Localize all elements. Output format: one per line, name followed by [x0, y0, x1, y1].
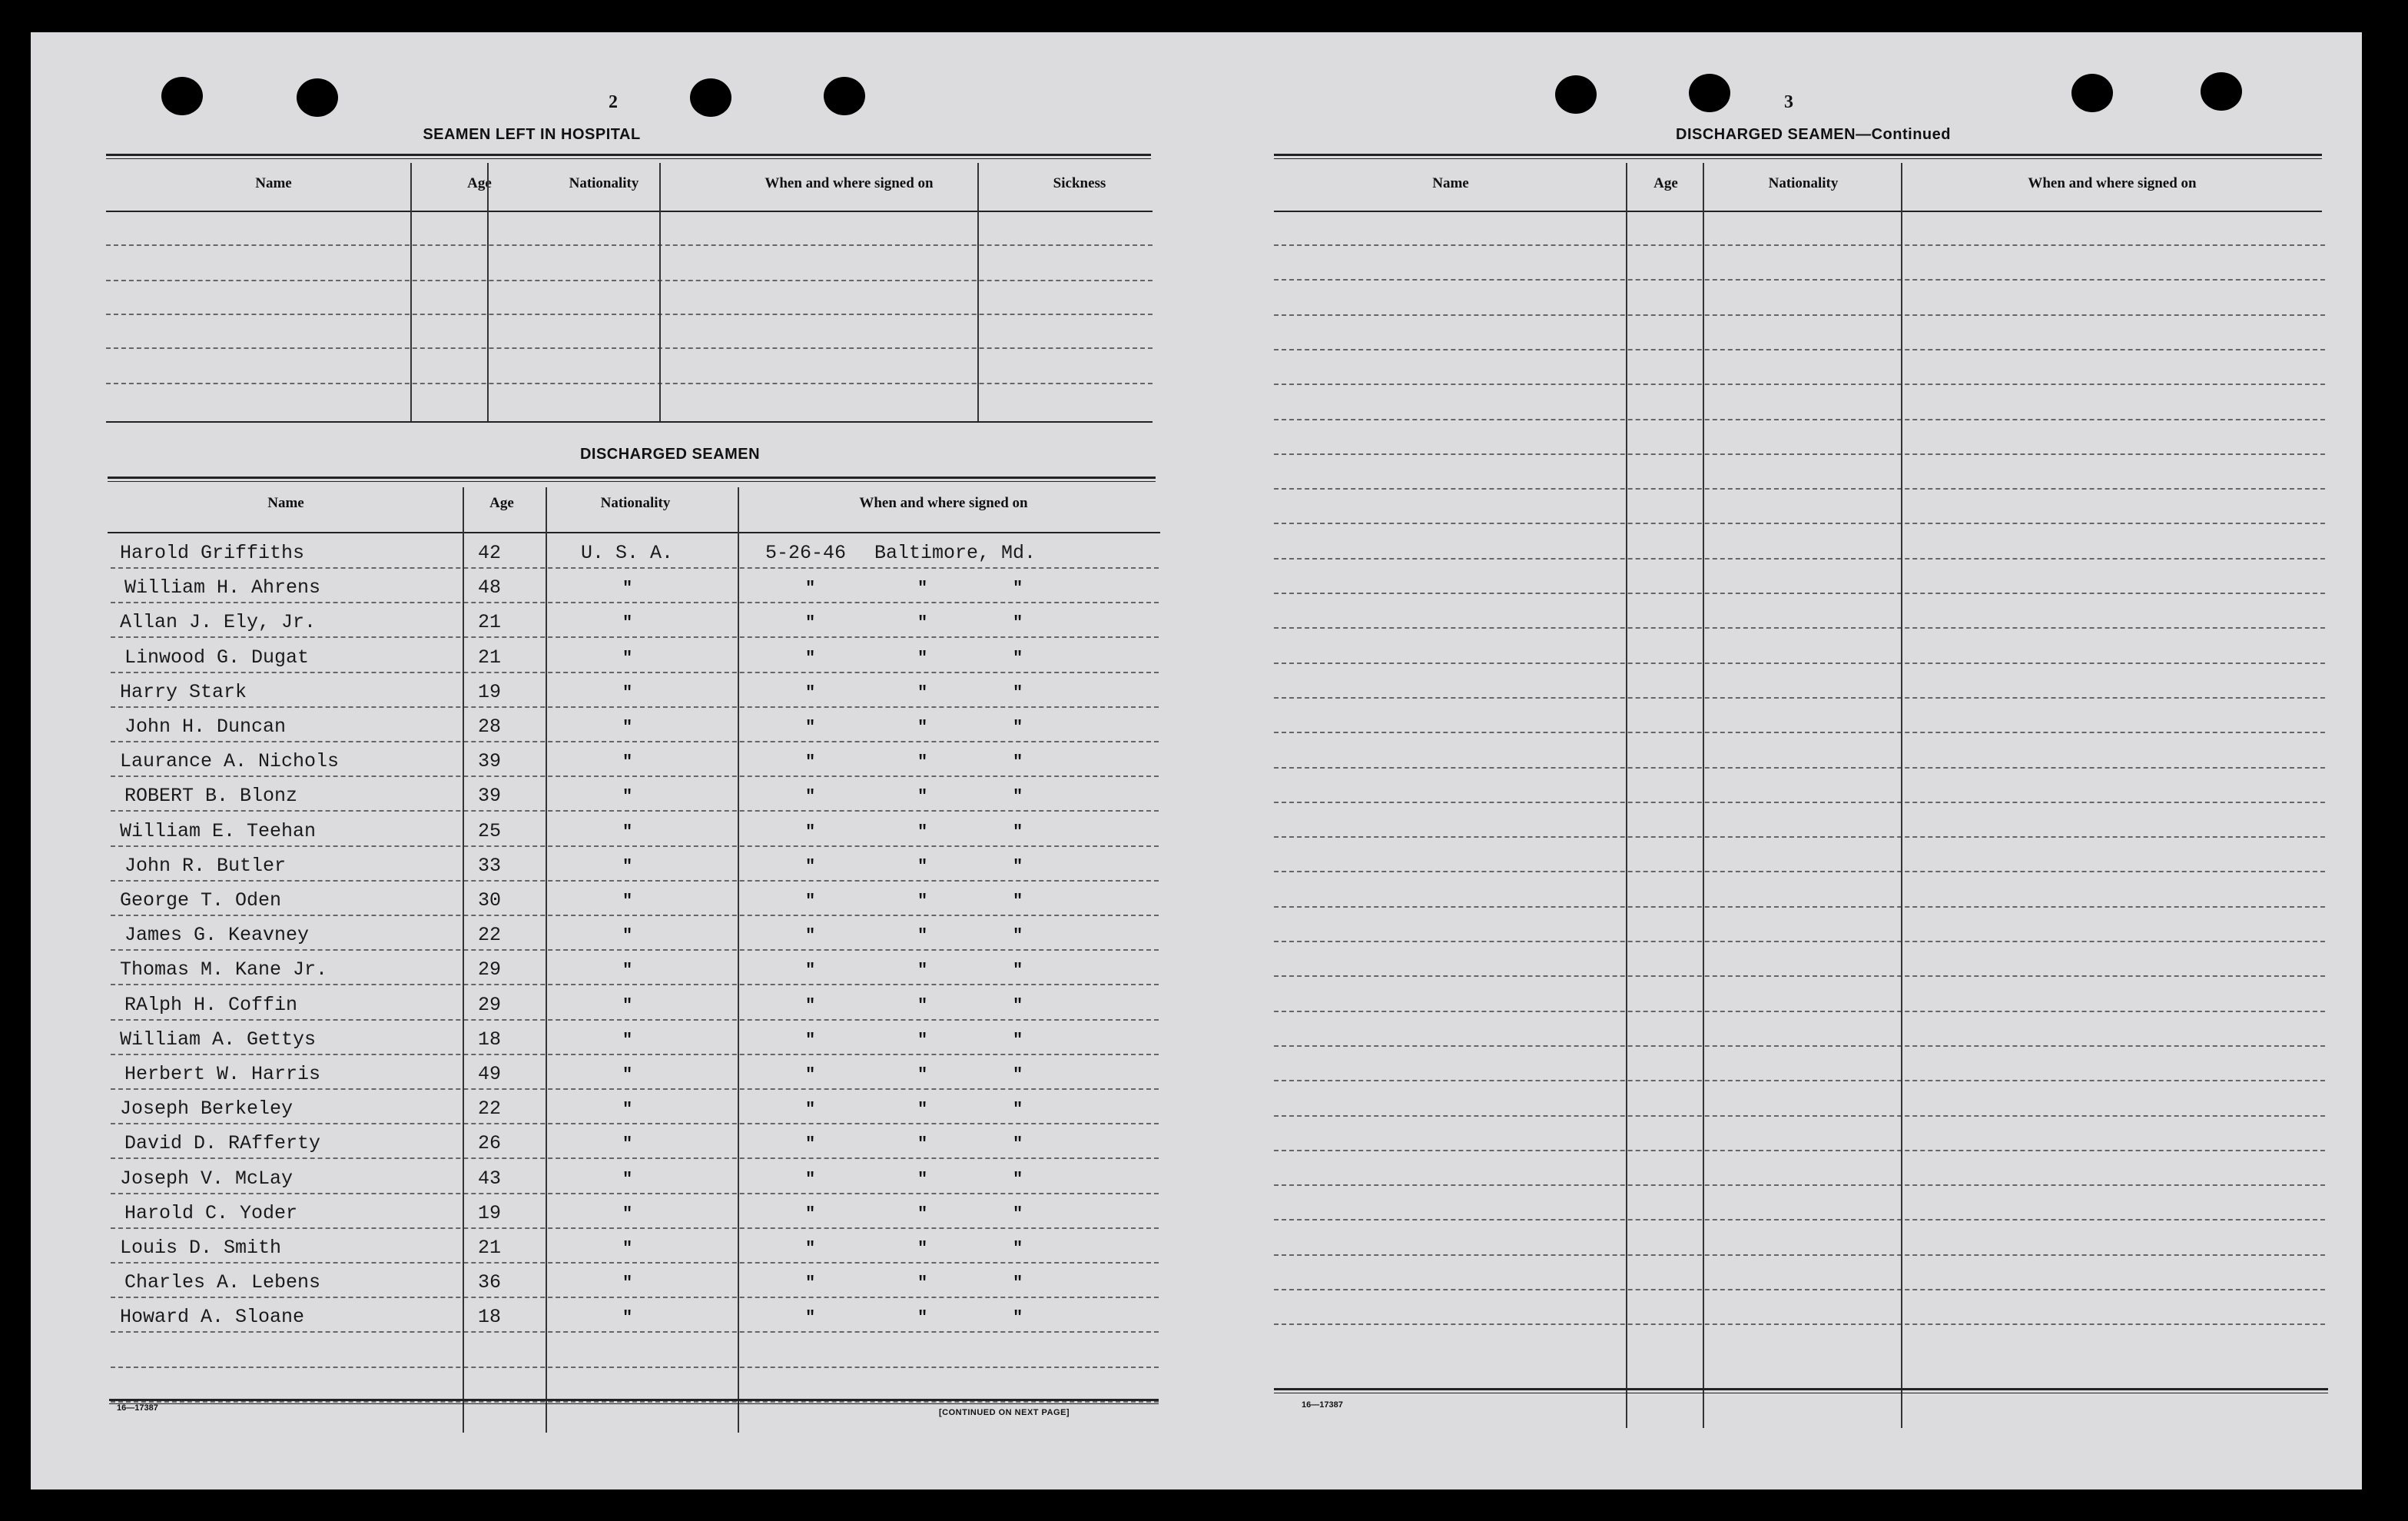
- seaman-age: 30: [478, 889, 502, 912]
- page-number-left: 2: [609, 92, 618, 112]
- seaman-nationality: ": [622, 1134, 633, 1154]
- row-line: [111, 880, 1159, 882]
- seaman-nationality: ": [622, 613, 633, 633]
- row-line: [111, 1019, 1159, 1021]
- row-line: [111, 1054, 1159, 1055]
- signed-on-place: ": [917, 1274, 928, 1294]
- seaman-age: 49: [478, 1063, 502, 1085]
- row-line: [111, 706, 1159, 708]
- seaman-age: 18: [478, 1028, 502, 1051]
- seaman-nationality: ": [622, 579, 633, 599]
- right-row-line: [1274, 523, 2325, 524]
- document-page: [31, 32, 2362, 1489]
- right-row-line: [1274, 1080, 2325, 1081]
- seaman-name: John H. Duncan: [124, 716, 287, 738]
- signed-on-state: ": [1013, 1065, 1023, 1084]
- signed-on-place: ": [917, 1169, 928, 1189]
- punch-hole: [1689, 74, 1730, 112]
- seaman-name: Harry Stark: [120, 680, 247, 703]
- signed-on-place: ": [917, 1134, 928, 1154]
- signed-on-state: ": [1013, 1169, 1023, 1189]
- seaman-name: Laurance A. Nichols: [120, 750, 340, 773]
- seaman-age: 28: [478, 716, 502, 738]
- seaman-name: William A. Gettys: [120, 1028, 317, 1051]
- seaman-nationality: ": [622, 648, 633, 668]
- seaman-age: 48: [478, 576, 502, 599]
- signed-on-place: ": [917, 1239, 928, 1258]
- seaman-nationality: ": [622, 1274, 633, 1294]
- right-row-line: [1274, 975, 2325, 977]
- seaman-age: 19: [478, 1201, 502, 1224]
- continued-note: [CONTINUED ON NEXT PAGE]: [939, 1408, 1070, 1417]
- right-row-line: [1274, 802, 2325, 803]
- signed-on-place: ": [917, 1204, 928, 1224]
- seaman-age: 36: [478, 1271, 502, 1294]
- right-top-rule: [1274, 154, 2322, 159]
- punch-hole: [690, 78, 731, 117]
- row-line: [111, 1262, 1159, 1264]
- seaman-nationality: ": [622, 961, 633, 981]
- row-line: [111, 636, 1159, 638]
- seaman-nationality: ": [622, 1204, 633, 1224]
- signed-on-place: ": [917, 856, 928, 876]
- hospital-col-name: Name: [255, 175, 292, 191]
- seaman-age: 42: [478, 542, 502, 564]
- right-row-line: [1274, 419, 2325, 420]
- row-line: [111, 1331, 1159, 1333]
- signed-on-date: ": [805, 1169, 816, 1189]
- right-title-rest: —Continued: [1856, 126, 1951, 143]
- seaman-name: RAlph H. Coffin: [124, 993, 298, 1016]
- right-col-name: Name: [1432, 175, 1469, 191]
- signed-on-place: ": [917, 1030, 928, 1050]
- seaman-age: 43: [478, 1167, 502, 1190]
- seaman-name: James G. Keavney: [124, 924, 310, 947]
- seaman-name: David D. RAfferty: [124, 1132, 321, 1155]
- right-row-line: [1274, 1184, 2325, 1186]
- form-number-left: 16—17387: [117, 1403, 158, 1413]
- discharged-col-signed-on: When and where signed on: [859, 495, 1028, 511]
- hospital-top-rule: [106, 154, 1151, 159]
- discharged-top-rule: [108, 477, 1156, 482]
- discharged-col-divider: [738, 487, 739, 1433]
- signed-on-place: ": [917, 752, 928, 772]
- signed-on-date: ": [805, 787, 816, 807]
- row-line: [111, 1088, 1159, 1090]
- signed-on-state: ": [1013, 579, 1023, 599]
- row-line: [111, 845, 1159, 847]
- right-section-title: [891, 126, 2408, 144]
- punch-hole: [824, 77, 865, 115]
- seaman-nationality: ": [622, 718, 633, 737]
- signed-on-state: ": [1013, 1239, 1023, 1258]
- right-row-line: [1274, 663, 2325, 664]
- signed-on-place: ": [917, 995, 928, 1015]
- row-line: [111, 1123, 1159, 1124]
- seaman-nationality: ": [622, 892, 633, 911]
- seaman-age: 21: [478, 611, 502, 634]
- seaman-age: 33: [478, 854, 502, 877]
- row-line: [111, 1193, 1159, 1194]
- hospital-line: [106, 244, 1153, 246]
- right-col-signed-on: When and where signed on: [2028, 175, 2197, 191]
- signed-on-date: ": [805, 579, 816, 599]
- row-line: [111, 1367, 1159, 1368]
- signed-on-date: ": [805, 961, 816, 981]
- form-number-right: 16—17387: [1302, 1400, 1343, 1410]
- right-row-line: [1274, 384, 2325, 385]
- hospital-col-divider: [410, 163, 412, 421]
- hospital-line: [106, 280, 1153, 281]
- discharged-bottom-rule: [109, 1399, 1159, 1404]
- signed-on-state: ": [1013, 613, 1023, 633]
- signed-on-date: ": [805, 1204, 816, 1224]
- signed-on-state: ": [1013, 1274, 1023, 1294]
- signed-on-date: ": [805, 1239, 816, 1258]
- seaman-name: Charles A. Lebens: [124, 1271, 321, 1294]
- seaman-name: Thomas M. Kane Jr.: [120, 958, 328, 981]
- seaman-nationality: ": [622, 1308, 633, 1328]
- signed-on-date: ": [805, 926, 816, 946]
- row-line: [111, 567, 1159, 569]
- row-line: [111, 1157, 1159, 1159]
- signed-on-date: ": [805, 648, 816, 668]
- seaman-nationality: ": [622, 787, 633, 807]
- right-row-line: [1274, 488, 2325, 490]
- right-row-line: [1274, 836, 2325, 838]
- right-row-line: [1274, 1150, 2325, 1151]
- right-row-line: [1274, 767, 2325, 769]
- signed-on-date: ": [805, 1134, 816, 1154]
- seaman-nationality: ": [622, 926, 633, 946]
- hospital-col-divider: [659, 163, 661, 421]
- right-col-age: Age: [1653, 175, 1678, 191]
- seaman-nationality: ": [622, 752, 633, 772]
- signed-on-date: ": [805, 613, 816, 633]
- hospital-line: [106, 347, 1153, 349]
- row-line: [111, 915, 1159, 916]
- seaman-age: 22: [478, 1098, 502, 1121]
- signed-on-place: ": [917, 961, 928, 981]
- row-line: [111, 1227, 1159, 1229]
- signed-on-date: ": [805, 752, 816, 772]
- signed-on-date: ": [805, 1100, 816, 1120]
- hospital-section-title: SEAMEN LEFT IN HOSPITAL: [423, 126, 641, 143]
- right-row-line: [1274, 1045, 2325, 1047]
- signed-on-date: 5-26-46: [765, 542, 847, 564]
- right-row-line: [1274, 1323, 2325, 1325]
- seaman-name: John R. Butler: [124, 854, 287, 877]
- seaman-name: William H. Ahrens: [124, 576, 321, 599]
- right-bottom-rule: [1274, 1388, 2328, 1393]
- right-header-rule: [1274, 211, 2322, 212]
- signed-on-date: ": [805, 718, 816, 737]
- hospital-bottom-rule: [106, 421, 1153, 423]
- right-col-divider: [1703, 163, 1704, 1428]
- seaman-name: William E. Teehan: [120, 819, 317, 842]
- seaman-age: 29: [478, 958, 502, 981]
- seaman-nationality: ": [622, 1169, 633, 1189]
- discharged-col-age: Age: [489, 495, 514, 511]
- right-col-divider: [1626, 163, 1627, 1428]
- right-row-line: [1274, 906, 2325, 908]
- seaman-name: Louis D. Smith: [120, 1237, 282, 1259]
- seaman-age: 26: [478, 1132, 502, 1155]
- seaman-nationality: ": [622, 856, 633, 876]
- signed-on-state: ": [1013, 822, 1023, 842]
- seaman-age: 39: [478, 785, 502, 808]
- right-row-line: [1274, 627, 2325, 629]
- right-col-divider: [1901, 163, 1902, 1428]
- page-number-right: 3: [1784, 92, 1793, 112]
- right-title-bold: DISCHARGED SEAMEN: [1676, 126, 1856, 143]
- signed-on-state: ": [1013, 856, 1023, 876]
- hospital-line: [106, 314, 1153, 315]
- signed-on-place: ": [917, 1100, 928, 1120]
- signed-on-state: ": [1013, 1134, 1023, 1154]
- signed-on-state: ": [1013, 1204, 1023, 1224]
- right-row-line: [1274, 349, 2325, 350]
- seaman-age: 18: [478, 1306, 502, 1329]
- row-line: [111, 949, 1159, 951]
- right-row-line: [1274, 871, 2325, 872]
- right-row-line: [1274, 732, 2325, 733]
- punch-hole: [1555, 75, 1597, 114]
- row-line: [111, 1297, 1159, 1298]
- seaman-nationality: ": [622, 1239, 633, 1258]
- signed-on-state: ": [1013, 752, 1023, 772]
- discharged-col-divider: [463, 487, 464, 1433]
- signed-on-state: ": [1013, 926, 1023, 946]
- signed-on-state: ": [1013, 892, 1023, 911]
- signed-on-date: ": [805, 995, 816, 1015]
- seaman-age: 22: [478, 924, 502, 947]
- right-row-line: [1274, 1254, 2325, 1256]
- row-line: [111, 741, 1159, 742]
- signed-on-date: ": [805, 892, 816, 911]
- seaman-nationality: ": [622, 1030, 633, 1050]
- seaman-nationality: U. S. A.: [581, 542, 674, 564]
- seaman-name: Howard A. Sloane: [120, 1306, 305, 1329]
- signed-on-date: ": [805, 1308, 816, 1328]
- punch-hole: [2071, 74, 2113, 112]
- row-line: [111, 672, 1159, 673]
- signed-on-place: ": [917, 926, 928, 946]
- signed-on-date: ": [805, 1065, 816, 1084]
- signed-on-place: Baltimore, Md.: [874, 542, 1037, 564]
- signed-on-date: ": [805, 682, 816, 702]
- signed-on-state: ": [1013, 1100, 1023, 1120]
- right-col-nationality: Nationality: [1768, 175, 1839, 191]
- hospital-col-age: Age: [467, 175, 492, 191]
- hospital-header-rule: [106, 211, 1153, 212]
- right-row-line: [1274, 558, 2325, 560]
- hospital-col-sickness: Sickness: [1053, 175, 1106, 191]
- signed-on-state: ": [1013, 1030, 1023, 1050]
- right-row-line: [1274, 697, 2325, 699]
- signed-on-state: ": [1013, 961, 1023, 981]
- row-line: [111, 775, 1159, 777]
- seaman-name: ROBERT B. Blonz: [124, 785, 298, 808]
- signed-on-place: ": [917, 718, 928, 737]
- signed-on-date: ": [805, 1030, 816, 1050]
- signed-on-place: ": [917, 892, 928, 911]
- row-line: [111, 984, 1159, 985]
- seaman-name: George T. Oden: [120, 889, 282, 912]
- seaman-name: Joseph Berkeley: [120, 1098, 294, 1121]
- right-row-line: [1274, 244, 2325, 246]
- seaman-nationality: ": [622, 1065, 633, 1084]
- seaman-name: Joseph V. McLay: [120, 1167, 294, 1190]
- punch-hole: [297, 78, 338, 117]
- signed-on-place: ": [917, 682, 928, 702]
- right-row-line: [1274, 314, 2325, 316]
- right-row-line: [1274, 453, 2325, 455]
- seaman-nationality: ": [622, 822, 633, 842]
- hospital-col-divider: [487, 163, 489, 421]
- signed-on-date: ": [805, 1274, 816, 1294]
- discharged-col-nationality: Nationality: [600, 495, 671, 511]
- seaman-name: Harold Griffiths: [120, 542, 305, 564]
- signed-on-state: ": [1013, 1308, 1023, 1328]
- right-row-line: [1274, 1219, 2325, 1220]
- seaman-age: 21: [478, 1237, 502, 1259]
- seaman-name: Herbert W. Harris: [124, 1063, 321, 1085]
- signed-on-place: ": [917, 1065, 928, 1084]
- seaman-age: 39: [478, 750, 502, 773]
- signed-on-state: ": [1013, 682, 1023, 702]
- right-row-line: [1274, 1115, 2325, 1117]
- seaman-nationality: ": [622, 682, 633, 702]
- signed-on-date: ": [805, 822, 816, 842]
- right-row-line: [1274, 1289, 2325, 1290]
- signed-on-place: ": [917, 822, 928, 842]
- signed-on-state: ": [1013, 787, 1023, 807]
- hospital-col-divider: [977, 163, 979, 421]
- signed-on-place: ": [917, 579, 928, 599]
- seaman-age: 25: [478, 819, 502, 842]
- discharged-header-rule: [108, 532, 1160, 533]
- seaman-nationality: ": [622, 1100, 633, 1120]
- seaman-age: 19: [478, 680, 502, 703]
- row-line: [111, 810, 1159, 812]
- right-row-line: [1274, 593, 2325, 594]
- signed-on-state: ": [1013, 995, 1023, 1015]
- signed-on-place: ": [917, 648, 928, 668]
- seaman-name: Linwood G. Dugat: [124, 646, 310, 669]
- seaman-nationality: ": [622, 995, 633, 1015]
- hospital-col-nationality: Nationality: [569, 175, 639, 191]
- right-row-line: [1274, 1011, 2325, 1012]
- seaman-name: Harold C. Yoder: [124, 1201, 298, 1224]
- seaman-name: Allan J. Ely, Jr.: [120, 611, 317, 634]
- discharged-section-title: DISCHARGED SEAMEN: [579, 446, 761, 463]
- signed-on-date: ": [805, 856, 816, 876]
- discharged-col-divider: [546, 487, 547, 1433]
- seaman-age: 21: [478, 646, 502, 669]
- punch-hole: [161, 77, 203, 115]
- signed-on-state: ": [1013, 718, 1023, 737]
- hospital-line: [106, 383, 1153, 384]
- punch-hole: [2201, 72, 2242, 111]
- row-line: [111, 602, 1159, 603]
- right-row-line: [1274, 941, 2325, 942]
- hospital-col-signed-on: When and where signed on: [765, 175, 934, 191]
- discharged-col-name: Name: [267, 495, 304, 511]
- signed-on-place: ": [917, 613, 928, 633]
- right-row-line: [1274, 279, 2325, 281]
- signed-on-state: ": [1013, 648, 1023, 668]
- seaman-age: 29: [478, 993, 502, 1016]
- signed-on-place: ": [917, 787, 928, 807]
- signed-on-place: ": [917, 1308, 928, 1328]
